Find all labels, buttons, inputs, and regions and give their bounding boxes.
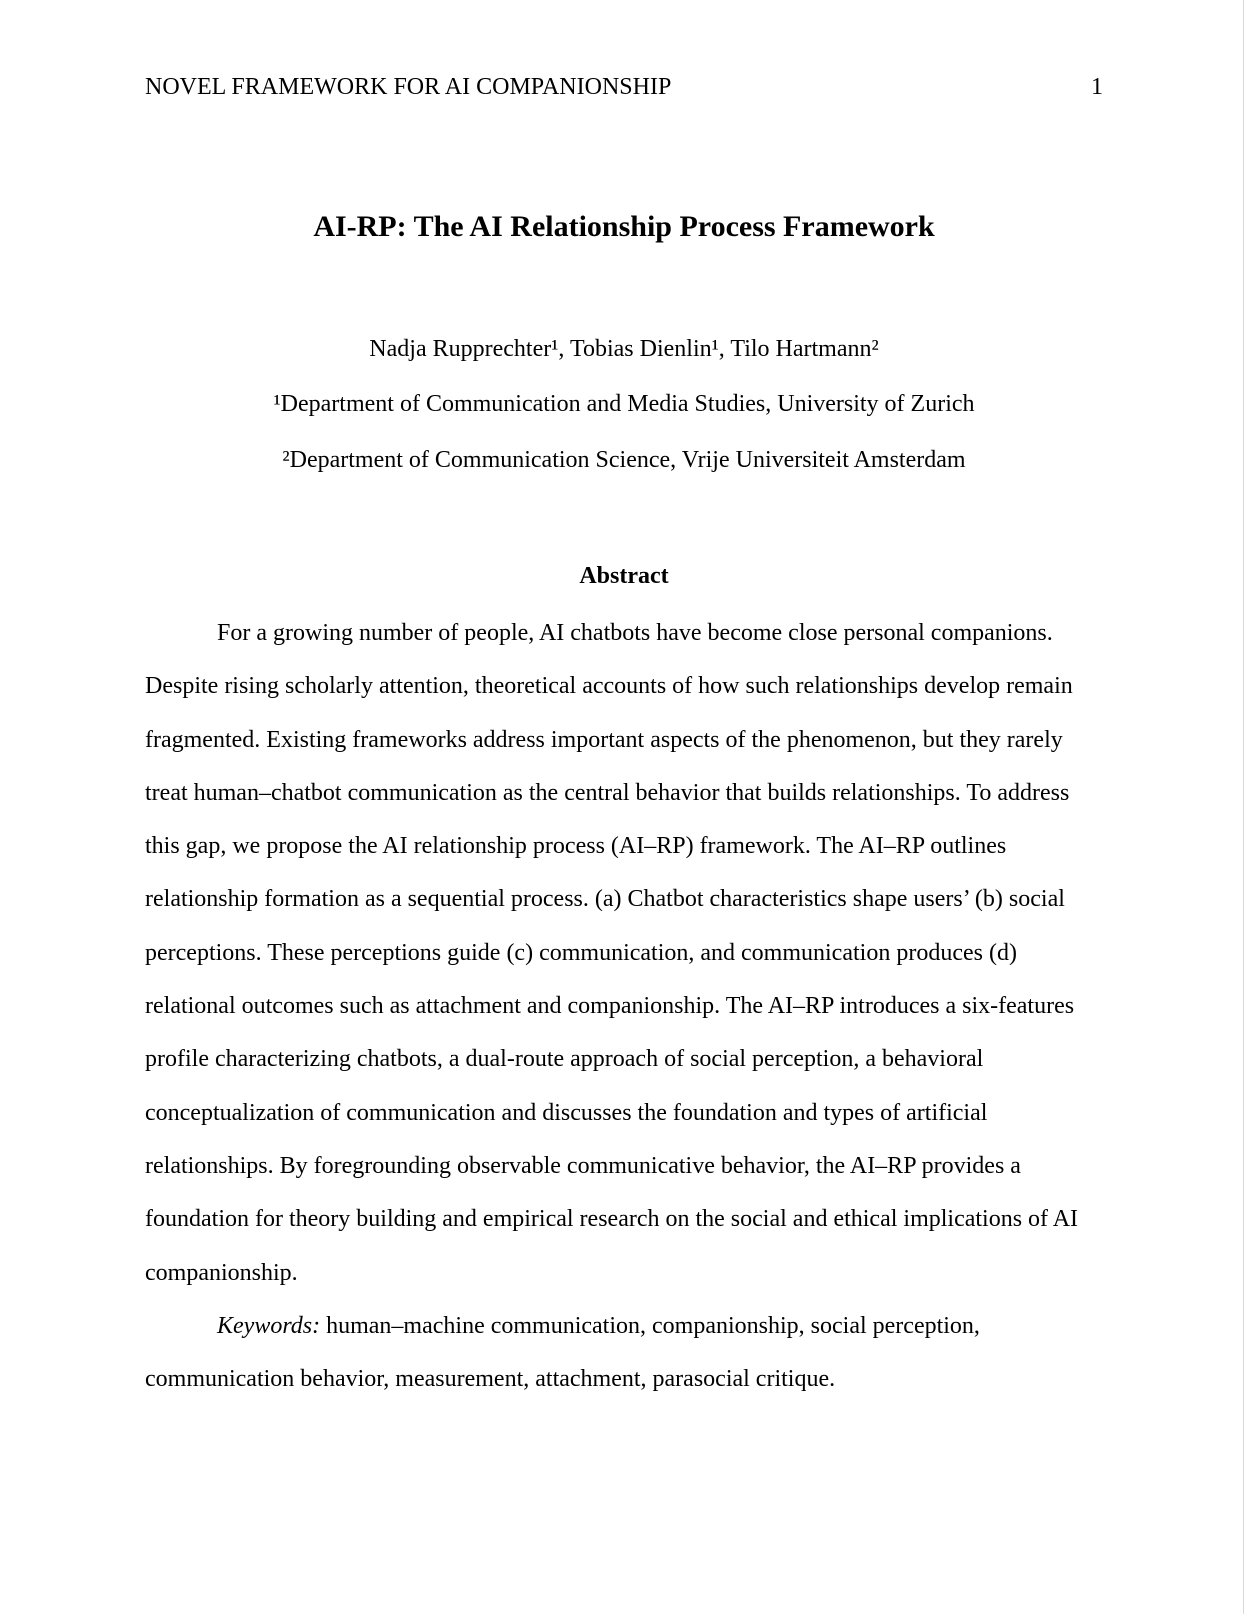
abstract-heading: Abstract <box>579 563 669 589</box>
abstract-line: relationships. By foregrounding observable communicative behavior, the AI–RP provides a <box>145 1152 1021 1179</box>
keywords-line-2: communication behavior, measurement, attachment, parasocial critique. <box>145 1366 836 1393</box>
paper-title: AI-RP: The AI Relationship Process Framework <box>313 210 935 243</box>
abstract-line: treat human–chatbot communication as the central behavior that builds relationships. To address <box>145 779 1070 806</box>
abstract-line: Despite rising scholarly attention, theoretical accounts of how such relationships develop remain <box>145 673 1073 700</box>
abstract-line: perceptions. These perceptions guide (c) communication, and communication produces (d) <box>145 939 1017 966</box>
keywords-block <box>145 1300 1103 1407</box>
keywords-text: human–machine communication, companionship, social perception, <box>320 1313 980 1339</box>
running-header <box>145 74 1103 101</box>
abstract-line: companionship. <box>145 1259 298 1286</box>
keywords-line-1 <box>145 1300 1103 1353</box>
abstract-line: For a growing number of people, AI chatbots have become close personal companions. <box>217 620 1053 646</box>
keywords-label: Keywords: <box>217 1313 321 1339</box>
abstract-line: relationship formation as a sequential process. (a) Chatbot characteristics shape users’ (b) social <box>145 886 1065 913</box>
abstract-line: relational outcomes such as attachment and companionship. The AI–RP introduces a six-features <box>145 993 1075 1020</box>
affiliation-line-2: ²Department of Communication Science, Vrije Universiteit Amsterdam <box>282 447 966 473</box>
page-right-edge <box>1243 0 1244 1614</box>
affiliation-line-1: ¹Department of Communication and Media Studies, University of Zurich <box>273 391 975 417</box>
abstract-body <box>145 607 1103 1300</box>
abstract-line: this gap, we propose the AI relationship process (AI–RP) framework. The AI–RP outlines <box>145 833 1007 860</box>
abstract-line: conceptualization of communication and discusses the foundation and types of artificial <box>145 1099 988 1126</box>
page-number: 1 <box>1091 74 1103 100</box>
abstract-line: fragmented. Existing frameworks address important aspects of the phenomenon, but they rarely <box>145 726 1063 753</box>
abstract-line: foundation for theory building and empirical research on the social and ethical implications of AI <box>145 1206 1079 1233</box>
running-head-text: NOVEL FRAMEWORK FOR AI COMPANIONSHIP <box>145 74 672 100</box>
abstract-line: profile characterizing chatbots, a dual-route approach of social perception, a behavioral <box>145 1046 984 1073</box>
authors-line: Nadja Rupprechter¹, Tobias Dienlin¹, Tilo Hartmann² <box>369 336 879 362</box>
